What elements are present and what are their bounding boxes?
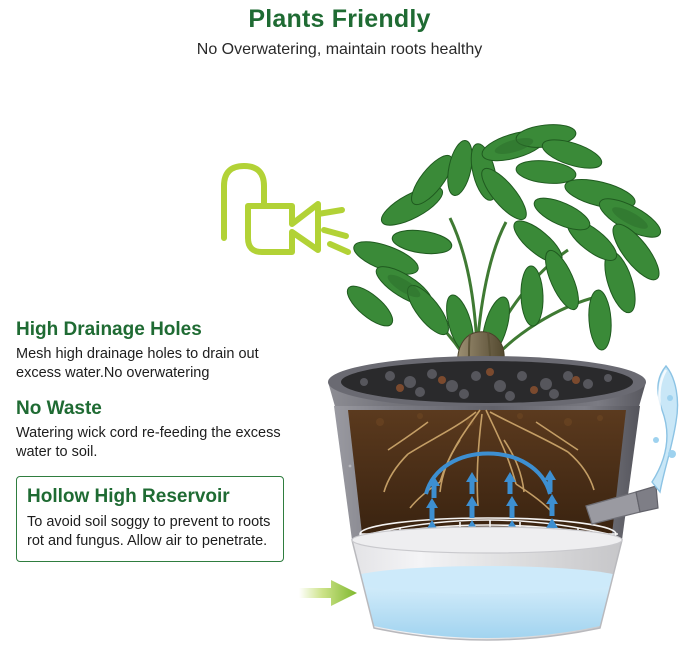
- feature-title: Hollow High Reservoir: [27, 486, 230, 507]
- header: [0, 0, 679, 61]
- feature-list: [16, 318, 284, 576]
- feature-hollow-high-reservoir: [16, 476, 284, 562]
- self-watering-planter-illustration: [300, 110, 679, 653]
- feature-high-drainage-holes: [16, 318, 284, 383]
- feature-title: High Drainage Holes: [16, 319, 202, 340]
- page-subtitle: No Overwatering, maintain roots healthy: [196, 41, 483, 58]
- money-tree-plant-icon: [341, 122, 666, 376]
- feature-body: To avoid soil soggy to prevent to roots rot and fungus. Allow air to penetrate.: [27, 514, 271, 549]
- feature-body: Mesh high drainage holes to drain out excess water.No overwatering: [16, 346, 259, 381]
- page-title: Plants Friendly: [248, 5, 431, 33]
- water-reservoir: [348, 527, 626, 642]
- feature-no-waste: [16, 397, 284, 462]
- feature-title: No Waste: [16, 398, 102, 419]
- feature-body: Watering wick cord re-feeding the excess water to soil.: [16, 425, 281, 460]
